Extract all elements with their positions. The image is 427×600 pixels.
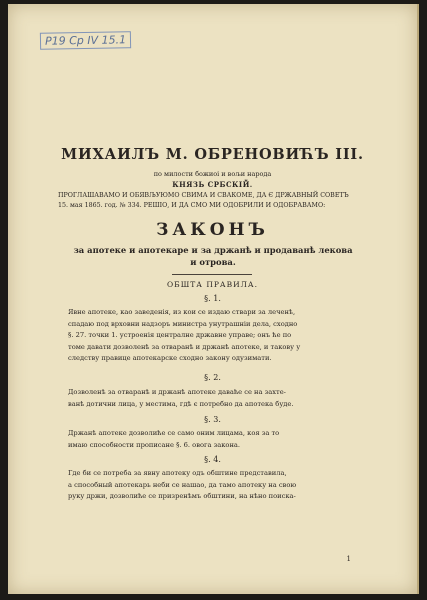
paragraph-number: §. 2. [204,373,221,382]
divider-line [172,274,252,275]
text-line: а способный апотекарь неби се нашао, да тамо апотеку на свою [68,480,297,489]
text-line: Где би се потреба за явну апотеку одъ обштине представила, [68,469,287,477]
law-title: ЗАКОНЪ [156,220,269,240]
text-line: Явне апотеке, као заведенія, из кои се издаю ствари за леченѣ, [68,308,296,316]
page-number: 1 [346,555,351,563]
text-line: Дозволенѣ за отваранѣ и држанѣ апотеке даваће се на захте- [68,388,286,396]
text-line: следству правице апотекарске сходно закону одузимати. [68,354,272,363]
law-subtitle-1: за апотеке и апотекаре и за држанѣ и продаванѣ лекова [73,245,353,255]
paragraph-body [68,387,364,410]
paragraph-body [68,307,364,365]
paragraph-number: §. 1. [204,294,221,303]
promulgation-line-1: ПРОГЛАШАВАМО И ОБЯВЉУЮМО СВИМА И СВАКОМЕ, ДА Є ДРЖАВНЫЙ СОВЕТЪ [58,192,349,199]
document-page [8,4,419,594]
prince-line: КНЯЗЬ СРБСКІЙ. [172,180,253,189]
text-line: §. 27. точки 1. устроенія централне државне управе; онъ ће по [68,331,292,340]
law-subtitle-2: и отрова. [190,257,236,267]
text-line: руку држи, дозволиће се призренѣмъ обштини, на нѣно поиска- [68,492,296,501]
paragraph-number: §. 4. [204,455,221,464]
paragraph-body [68,428,364,451]
text-line: томе давати дозволенѣ за отваранѣ и држанѣ апотеке, и такову у [68,342,301,351]
ruler-title: МИХАИЛЪ М. ОБРЕНОВИЋЪ III. [61,146,364,163]
by-grace-line: по милости божиоі и вољи народа [153,170,272,178]
text-line: ванѣ дотични лица, у местима, гдѣ є потребно да апотека буде. [68,399,294,408]
text-line: имаю способности прописане §. 6. овога закона. [68,440,241,449]
text-line: спадаю под врховни надзоръ министра унутрашніи дела, сходно [68,319,298,328]
archive-annotation: Р19 Ср IV 15.1 [40,31,131,50]
text-line: Држанѣ апотеке дозволиће се само оним лицама, коя за то [68,429,280,437]
section-heading: ОБШТА ПРАВИЛА. [167,280,258,289]
paragraph-number: §. 3. [204,415,221,424]
promulgation-line-2: 15. мая 1865. год. № 334. РЕШІО, И ДА СМО МИ ОДОБРИЛИ И ОДОБРАВАМО: [58,202,326,209]
paragraph-body [68,468,364,503]
